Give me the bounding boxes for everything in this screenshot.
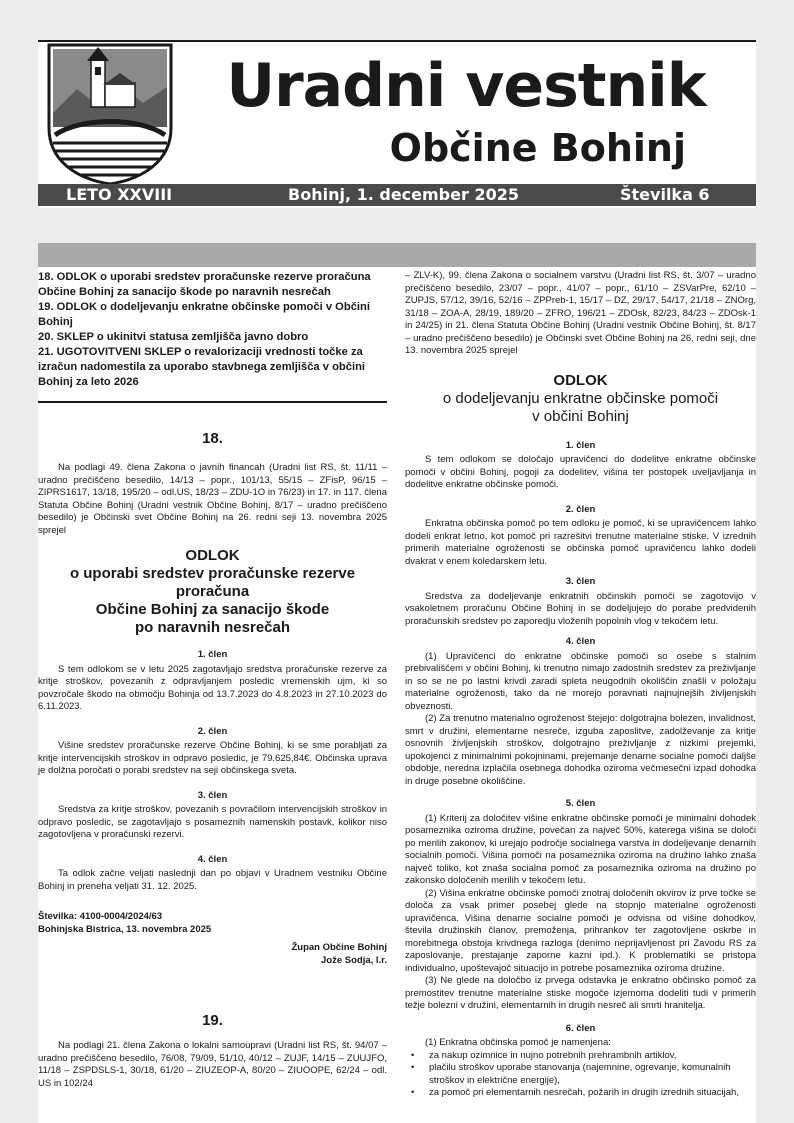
journal-subtitle: Občine Bohinj	[389, 126, 686, 170]
issue-number: Številka 6	[620, 185, 710, 204]
issue-date: Bohinj, 1. december 2025	[288, 185, 519, 204]
article-text: S tem odlokom se določajo upravičenci do dodelitve enkratne občinske pomoči v občini Bohinj, pogoji za dodelitev, višina ter postopek uveljavljanja in dodelitve enkratne občinske pomoči.	[405, 454, 756, 490]
document-number: 18.	[202, 430, 223, 447]
toc-item: 18. ODLOK o uporabi sredstev proračunske rezerve proračuna Občine Bohinj za sanacijo škode po naravnih nesrečah	[38, 271, 371, 298]
article-heading: 6. člen	[565, 1022, 596, 1034]
purpose-list	[405, 1050, 756, 1100]
article-heading: 3. člen	[197, 789, 228, 801]
toc-item: 21. UGOTOVITVENI SKLEP o revalorizaciji vrednosti točke za izračun nadomestila za uporabo stavbnega zemljišča v občini Bohinj za leto 2026	[38, 346, 366, 388]
article-heading: 1. člen	[197, 649, 228, 660]
right-column	[405, 270, 756, 1100]
article-heading: 3. člen	[565, 576, 596, 587]
journal-title: Uradni vestnik	[226, 51, 706, 121]
signatory-title: Župan Občine Bohinj	[291, 942, 387, 953]
left-column	[38, 430, 387, 967]
list-item: • za nakup ozimnice in nujno potrebnih prehrambnih artiklov,	[405, 1050, 756, 1063]
reference-number: Številka: 4100-0004/2024/63	[38, 911, 163, 922]
article-heading: 4. člen	[565, 636, 596, 647]
article-text: Sredstva za kritje stroškov, povezanih s povračilom intervencijskih stroškov in odpravo posledic, se zagotavljajo s posameznih namenskih postavk, kolikor niso zagotovljena v proračunski rezervi.	[38, 804, 387, 840]
preamble-text: Na podlagi 49. člena Zakona o javnih financah (Uradni list RS, št. 11/11 – uradno prečiščeno besedilo, 14/13 – popr., 101/13, 55/15 – ZFisP, 96/15 – ZIPRS1617, 13/18, 195/20 – odl.US, 18/23 – ZDU-1O in 76/23) in 17. in 117. člena Statuta Občine Bohinj (Uradni vestnik Občine Bohinj, 8/17 – uradno prečiščeno besedilo) je Občinski svet Občine Bohinj na 26. redni seji 13. novembra 2025 sprejel	[38, 462, 387, 536]
left-column-lower	[38, 1012, 387, 1090]
article-heading: 5. člen	[565, 798, 596, 809]
list-item: • za pomoč pri elementarnih nesrečah, požarih in drugih izrednih situacijah,	[405, 1087, 756, 1100]
toc-item: 19. ODLOK o dodeljevanju enkratne občinske pomoči v Občini Bohinj	[38, 301, 370, 328]
list-item: • plačilu stroškov uporabe stanovanja (najemnine, ogrevanje, komunalnih stroškov in električne energije),	[405, 1062, 756, 1087]
article-text: (2) Višina enkratne občinske pomoči znotraj določenih okvirov iz prve točke se določa za vsak primer posebej glede na stopnjo materialne ogroženosti upravičenca. Višina denarne socialne pomoči je odvisna od višine dohodkov, števila družinskih članov, premoženja, prihrankov ter zagotovljene oskrbe in morebitnega obstoja krivdnega razloga (denimo neprijavljenost pri Zavodu RS za zaposlovanje, prestajanje zaporne kazni ipd.). K problematiki se pristopa individualno, upoštevajoč situacijo in potrebe posameznika oziroma družine.	[405, 887, 756, 974]
toc-item: 20. SKLEP o ukinitvi statusa zemljišča javno dobro	[38, 331, 309, 343]
signatory-name: Jože Sodja, l.r.	[321, 954, 387, 966]
article-text: (3) Ne glede na določbo iz prvega odstavka je enkratno občinsko pomoč za premostitev trenutne materialne stiske mogoče izjemoma dodeliti tudi v primerih težje bolezni v družini, elementarnih in drugih nesreč ali smrti hranitelja.	[405, 975, 756, 1011]
issue-info-bar	[38, 184, 756, 206]
article-heading: 4. člen	[197, 853, 228, 865]
article-text: (2) Za trenutno materialno ogroženost štejejo: dolgotrajna bolezen, invalidnost, smrt v družini, elementarne nesreče, izguba zaposlitve, zadolževanje za kritje osnovnih življenjskih stroškov, dolgotrajno preživljanje z nizkimi prejemki, upokojenci z minimalnimi pokojninami, prejemanje denarne socialne pomoči daljše obdobje, neredna izplačila osebnega dohodka oziroma večmesečni izpad dohodka in druge posebne okoliščine.	[405, 713, 756, 787]
separator-bar	[38, 243, 756, 267]
year-label: LETO XXVIII	[66, 185, 173, 204]
article-heading: 2. člen	[197, 725, 228, 737]
document-number: 19.	[202, 1012, 223, 1029]
article-heading: 2. člen	[565, 503, 596, 515]
table-of-contents	[38, 270, 390, 390]
divider-rule	[38, 401, 387, 403]
ordinance-title: ODLOK o uporabi sredstev proračunske rezerve proračuna Občine Bohinj za sanacijo škode po naravnih nesrečah	[69, 547, 356, 636]
article-text: Enkratna občinska pomoč po tem odloku je pomoč, ki se upravičencem lahko dodeli enkrat letno, kot pomoč pri razrešitvi trenutne materialne stiske. V izrednih primerih materialne ogroženosti se občinska pomoč upravičencu lahko dodeli dvakrat v enem koledarskem letu.	[405, 518, 756, 567]
article-text: Ta odlok začne veljati naslednji dan po objavi v Uradnem vestniku Občine Bohinj in preneha veljati 31. 12. 2025.	[38, 868, 387, 892]
article-text: (1) Upravičenci do enkratne občinske pomoči so osebe s stalnim prebivališčem v občini Bohinj, ki trenutno nimajo zadostnih sredstev za preživljanje in so se ne po lastni krivdi zaradi spleta neugodnih okoliščin znašli v položaju materialne ogroženosti, tako da ne morejo poravnati najnujnejših življenjskih obveznosti.	[405, 650, 756, 712]
article-text: Višine sredstev proračunske rezerve Občine Bohinj, ki se sme porabljati za kritje intervencijskih stroškov in odpravo posledic, je 79.625,84€. Občinska uprava je dolžna poročati o porabi sredstev na seji občinskega sveta.	[38, 740, 387, 776]
place-date: Bohinjska Bistrica, 13. novembra 2025	[38, 923, 212, 935]
preamble-text: – ZLV-K), 99. člena Zakona o socialnem varstvu (Uradni list RS, št. 3/07 – uradno prečiščeno besedilo, 23/07 – popr., 41/07 – popr., 61/10 – ZSVarPre, 62/10 – ZUPJS, 57/12, 39/16, 52/16 – ZPPreb-1, 15/17 – DZ, 29/17, 54/17, 21/18 – ZNOrg, 31/18 – ZOA-A, 28/19, 189/20 – ZFRO, 196/21 – ZDOsk, 82/23, 84/23 – ZDOsk-1 in 24/25) in 21. člena Statuta Občine Bohinj (Uradni vestnik Občine Bohinj, št. 8/17 – uradno prečiščeno besedilo) je Občinski svet Občine Bohinj na 26. redni seji, dne 13. novembra 2025 sprejel	[405, 270, 756, 356]
article-text: (1) Kriterij za določitev višine enkratne občinske pomoči je minimalni dohodek posameznika oziroma družine, povečan za največ 50%, katerega višina se določi po merilih zakonov, ki urejajo področje socialnega varstva in dodeljevanje denarnih socialnih pomoči. Višina pomoči na posameznika oziroma na družino lahko znaša največ toliko, kot znaša socialna pomoč za posameznika oziroma na družino po zakonsko določenih merilih v tekočem letu.	[405, 812, 756, 886]
article-text: Sredstva za dodeljevanje enkratnih občinskih pomoči se zagotovijo v vsakoletnem proračunu Občine Bohinj in se dodeljujejo do porabe predvidenih proračunskih sredstev po zaporedju vloženih popolnih vlog v tekočem letu.	[405, 590, 756, 627]
preamble-text: Na podlagi 21. člena Zakona o lokalni samoupravi (Uradni list RS, št. 94/07 – uradno prečiščeno besedilo, 76/08, 79/09, 51/10, 40/12 – ZUJF, 14/15 – ZUUJFO, 11/18 – ZSPDSLS-1, 30/18, 61/20 – ZIUZEOP-A, 80/20 – ZIUOOPE, 62/24 – odl. US in 102/24	[38, 1040, 387, 1089]
ordinance-title: ODLOK o dodeljevanju enkratne občinske pomoči v občini Bohinj	[442, 371, 719, 425]
article-text: (1) Enkratna občinska pomoč je namenjena:	[425, 1037, 611, 1048]
bohinj-coat-of-arms	[47, 43, 173, 186]
article-heading: 1. člen	[565, 439, 596, 451]
article-text: S tem odlokom se v letu 2025 zagotavljajo sredstva proračunske rezerve za kritje stroškov, povezanih z odpravljanjem posledic vremenskih ujm, ki so povzročale škodo na območju Bohinja od 13.7.2023 do 4.8.2023 in 27.10.2023 do 6.11.2023.	[38, 663, 387, 712]
